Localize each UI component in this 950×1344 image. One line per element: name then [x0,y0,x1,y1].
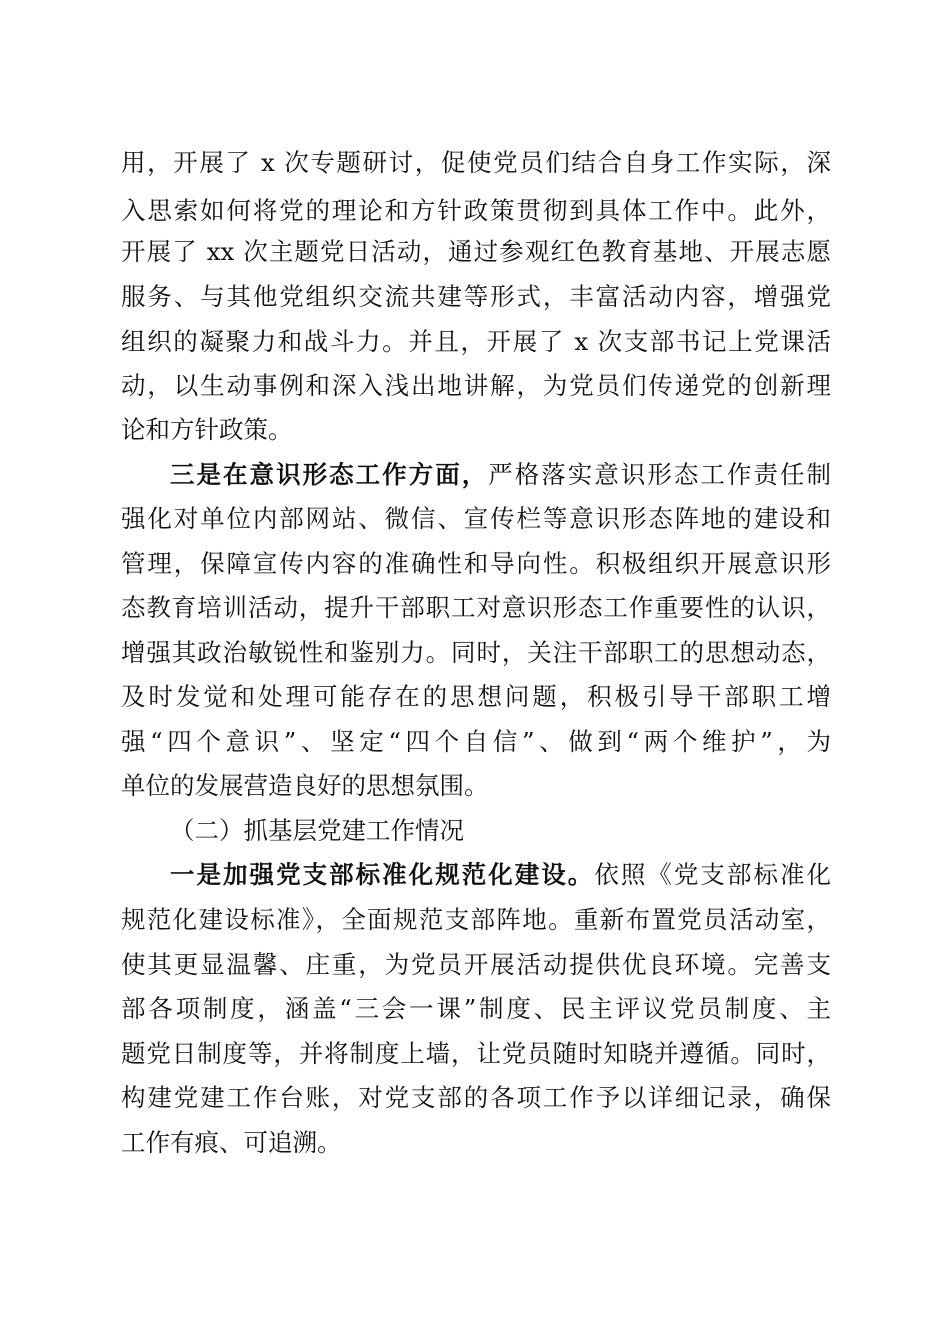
text-line: 题党日制度等，并将制度上墙，让党员随时知晓并遵循。同时， [121,1039,831,1068]
text-line: 及时发觉和处理可能存在的思想问题，积极引导干部职工增 [121,682,831,711]
text-line: 管理，保障宣传内容的准确性和导向性。积极组织开展意识形 [121,549,831,578]
text-line: 工作有痕、可追溯。 [121,1128,342,1157]
text-line-with-lead [170,460,831,490]
text-line: 单位的发展营造良好的思想氛围。 [121,771,489,800]
paragraph-lead: 一是加强党支部标准化规范化建设。 [170,860,595,889]
text-line: 态教育培训活动，提升干部职工对意识形态工作重要性的认识， [121,593,831,622]
text-line-with-lead [170,860,831,890]
text-line: 开展了 xx 次主题党日活动，通过参观红色教育基地、开展志愿 [121,237,831,266]
text-line: 服务、与其他党组织交流共建等形式，丰富活动内容，增强党 [121,282,831,311]
paragraph-lead: 三是在意识形态工作方面， [170,460,489,489]
text-line: 组织的凝聚力和战斗力。并且，开展了 x 次支部书记上党课活 [121,327,831,356]
text-line: 入思索如何将党的理论和方针政策贯彻到具体工作中。此外， [121,196,831,225]
text-line: 动，以生动事例和深入浅出地讲解，为党员们传递党的创新理 [121,371,831,400]
text-line: 强“四个意识”、坚定“四个自信”、做到“两个维护”，为 [121,727,831,756]
text-line: 用，开展了 x 次专题研讨，促使党员们结合自身工作实际，深 [121,148,831,177]
text-span: 依照《党支部标准化 [594,860,832,889]
text-line: 构建党建工作台账，对党支部的各项工作予以详细记录，确保 [121,1083,831,1112]
text-line: 强化对单位内部网站、微信、宣传栏等意识形态阵地的建设和 [121,504,831,533]
section-heading: （二）抓基层党建工作情况 [170,816,464,845]
text-line: 论和方针政策。 [121,415,293,444]
text-line: 规范化建设标准》，全面规范支部阵地。重新布置党员活动室， [121,905,831,934]
text-line: 部各项制度，涵盖“三会一课”制度、民主评议党员制度、主 [121,994,831,1023]
text-line: 使其更显温馨、庄重，为党员开展活动提供优良环境。完善支 [121,950,831,979]
text-span: 严格落实意识形态工作责任制 [488,460,831,489]
text-line: 增强其政治敏锐性和鉴别力。同时，关注干部职工的思想动态， [121,638,831,667]
